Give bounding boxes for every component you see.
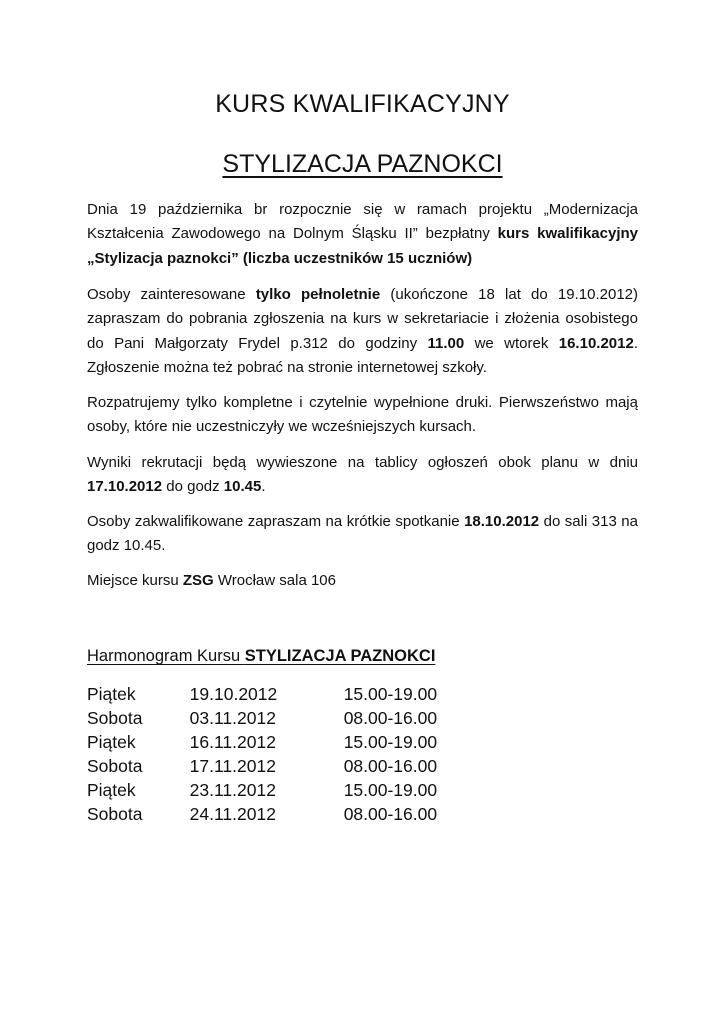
schedule-date: 16.11.2012 (189, 732, 276, 752)
schedule-day: Piątek (87, 780, 136, 800)
schedule-time: 08.00-16.00 (343, 756, 438, 776)
results-hour: 10.45 (223, 478, 262, 496)
schedule-row (87, 778, 487, 802)
location-text-2: Wrocław sala 106 (213, 572, 336, 589)
schedule-table (87, 682, 487, 826)
schedule-row (87, 802, 487, 826)
application-text-4: . Zgłoszenie można też pobrać na stronie internetowej szkoły. (87, 334, 638, 377)
application-text-1: Osoby zainteresowane (87, 286, 256, 303)
subtitle-text: STYLIZACJA PAZNOKCI (222, 150, 503, 178)
meeting-text-2: do sali 313 na godz 10.45. (87, 513, 638, 555)
schedule-row (87, 682, 487, 706)
application-text-2: (ukończone 18 lat do 19.10.2012) zapraszam do pobrania zgłoszenia na kurs w sekretariacie i złożenia osobistego do Pani Małgorzaty Frydel p.312 do godziny (87, 286, 638, 352)
schedule-time: 15.00-19.00 (343, 780, 438, 800)
paragraph-intro (87, 198, 638, 271)
schedule-heading (87, 644, 435, 668)
paragraph-review (87, 391, 638, 440)
schedule-date: 24.11.2012 (189, 804, 276, 824)
schedule-date: 03.11.2012 (189, 708, 276, 728)
schedule-row (87, 706, 487, 730)
paragraph-location (87, 569, 638, 593)
location-text-1: Miejsce kursu (87, 572, 183, 589)
results-text-1: Wyniki rekrutacji będą wywieszone na tablicy ogłoszeń obok planu w dniu (87, 454, 638, 471)
results-text-2: do godz (162, 478, 224, 496)
schedule-date: 17.11.2012 (189, 756, 276, 776)
document-title: KURS KWALIFIKACYJNY (215, 90, 510, 118)
paragraph-meeting (87, 510, 638, 559)
location-school: ZSG (182, 572, 214, 589)
schedule-day: Sobota (87, 756, 143, 776)
schedule-date: 23.11.2012 (189, 780, 276, 800)
results-date: 17.10.2012 (87, 478, 163, 496)
schedule-time: 15.00-19.00 (343, 684, 438, 704)
paragraph-application (87, 283, 638, 381)
schedule-heading-text: Harmonogram Kursu (87, 647, 245, 665)
schedule-day: Piątek (87, 684, 136, 704)
application-adults-only: tylko pełnoletnie (255, 286, 381, 303)
schedule-time: 08.00-16.00 (343, 708, 438, 728)
intro-text: Dnia 19 października br rozpocznie się w ramach projektu „Modernizacja Kształcenia Zawodowego na Dolnym Śląsku II” bezpłatny (87, 201, 638, 243)
schedule-time: 08.00-16.00 (343, 804, 438, 824)
schedule-day: Sobota (87, 804, 143, 824)
review-text: Rozpatrujemy tylko kompletne i czytelnie wypełnione druki. Pierwszeństwo mają osoby, które nie uczestniczyły we wcześniejszych kursach. (87, 394, 638, 436)
paragraph-results (87, 451, 638, 500)
intro-course-name: kurs kwalifikacyjny „Stylizacja paznokci” (liczba uczestników 15 uczniów) (87, 225, 638, 267)
schedule-row (87, 754, 487, 778)
application-deadline-date: 16.10.2012 (558, 334, 634, 352)
application-text-3: we wtorek (464, 334, 559, 352)
application-deadline-hour: 11.00 (427, 334, 465, 352)
meeting-date: 18.10.2012 (464, 513, 540, 530)
schedule-day: Sobota (87, 708, 143, 728)
schedule-day: Piątek (87, 732, 136, 752)
schedule-heading-course: STYLIZACJA PAZNOKCI (244, 647, 436, 665)
schedule-row (87, 730, 487, 754)
schedule-time: 15.00-19.00 (343, 732, 438, 752)
results-text-3: . (261, 478, 266, 496)
schedule-date: 19.10.2012 (189, 684, 278, 704)
meeting-text-1: Osoby zakwalifikowane zapraszam na krótkie spotkanie (87, 513, 465, 530)
document-subtitle (0, 146, 725, 182)
